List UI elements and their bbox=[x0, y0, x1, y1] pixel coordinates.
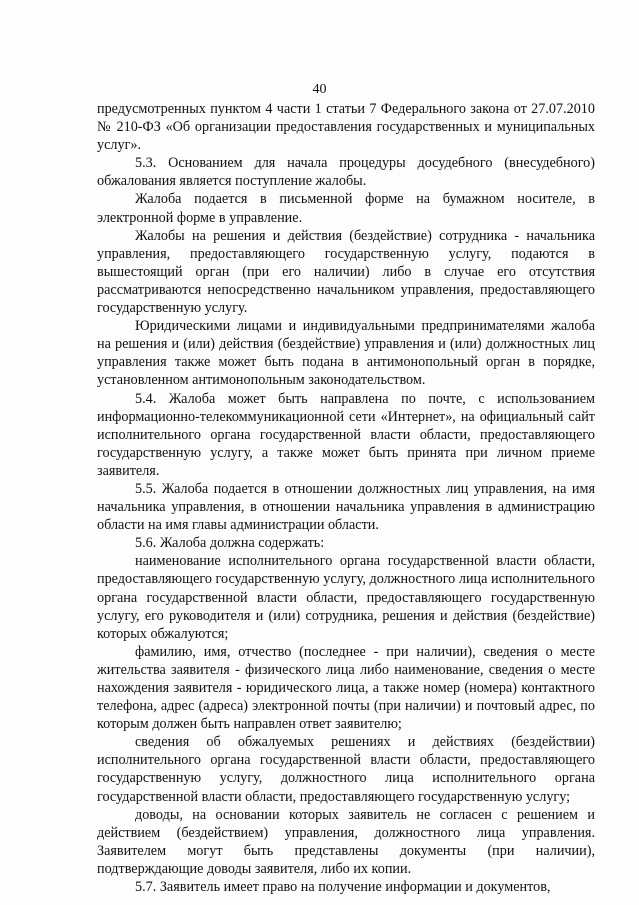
paragraph: доводы, на основании которых заявитель не согласен с решением и действием (бездействием) управления, должностного лица управления. Заявителем могут быть представлены документы (при наличии), подтверждающие доводы заявителя, либо их копии. bbox=[97, 806, 595, 877]
paragraph: 5.3. Основанием для начала процедуры досудебного (внесудебного) обжалования является поступление жалобы. bbox=[97, 155, 595, 190]
paragraph: Жалобы на решения и действия (бездействие) сотрудника - начальника управления, предоставляющего государственную услугу, подаются в вышестоящий орган (при его наличии) либо в случае его отсутствия рассматриваются непосредственно начальником управления, предоставляющего государственную услугу. bbox=[97, 227, 595, 317]
page-number: 40 bbox=[312, 82, 327, 97]
paragraph: 5.5. Жалоба подается в отношении должностных лиц управления, на имя начальника управления, в отношении начальника управления в администрацию области на имя главы администрации области. bbox=[97, 480, 595, 534]
paragraph: Жалоба подается в письменной форме на бумажном носителе, в электронной форме в управление. bbox=[97, 191, 595, 226]
paragraph: фамилию, имя, отчество (последнее - при наличии), сведения о месте жительства заявителя - физического лица либо наименование, сведения о месте нахождения заявителя - юридического лица, а также номер (номера) контактного телефона, адрес (адреса) электронной почты (при наличии) и почтовый адрес, по которым должен быть направлен ответ заявителю; bbox=[97, 643, 595, 733]
paragraph: 5.6. Жалоба должна содержать: bbox=[135, 535, 325, 552]
paragraph: 5.4. Жалоба может быть направлена по почте, с использованием информационно-телекоммуникационной сети «Интернет», на официальный сайт исполнительного органа государственной власти области, предоставляющего государственную услугу, а также может быть принята при личном приеме заявителя. bbox=[97, 390, 595, 479]
paragraph: наименование исполнительного органа государственной власти области, предоставляющего государственную услугу, должностного лица исполнительного органа государственной власти области, предоставляющего государственную услугу, его руководителя и (или) сотрудника, решения и действия (бездействие) которых обжалуются; bbox=[97, 553, 595, 642]
paragraph: Юридическими лицами и индивидуальными предпринимателями жалоба на решения и (или) действия (бездействие) управления и (или) должностных лиц управления также может быть подана в антимонопольный орган в порядке, установленном антимонопольным законодательством. bbox=[97, 318, 595, 389]
paragraph: сведения об обжалуемых решениях и действиях (бездействии) исполнительного органа государственной власти области, предоставляющего государственную услугу, должностного лица исполнительного органа государственной власти области, предоставляющего государственную услугу; bbox=[97, 734, 595, 805]
paragraph: предусмотренных пунктом 4 части 1 статьи 7 Федерального закона от 27.07.2010 № 210-ФЗ «Об организации предоставления государственных и муниципальных услуг». bbox=[97, 101, 595, 154]
document-body bbox=[97, 100, 595, 896]
paragraph: 5.7. Заявитель имеет право на получение информации и документов, bbox=[135, 879, 551, 896]
